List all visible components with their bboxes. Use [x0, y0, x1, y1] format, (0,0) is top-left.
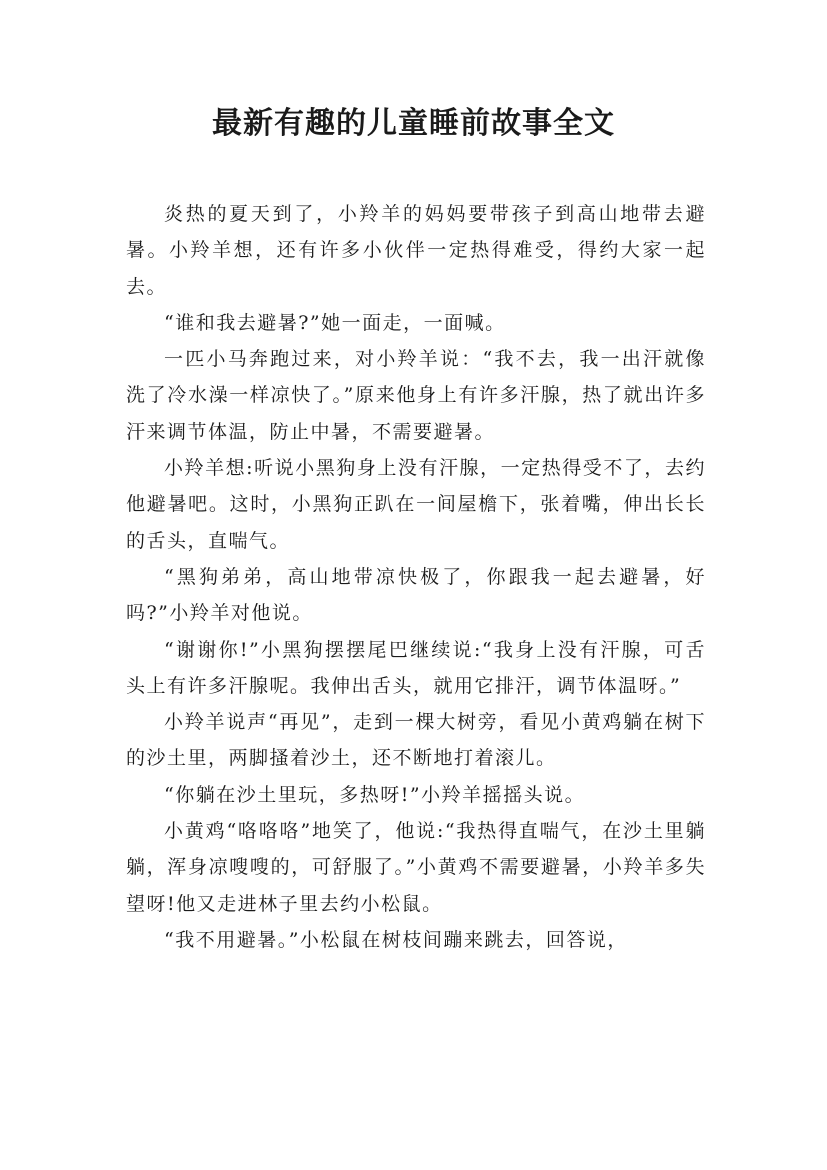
- paragraph: 炎热的夏天到了，小羚羊的妈妈要带孩子到高山地带去避暑。小羚羊想，还有许多小伙伴一定热得难受，得约大家一起去。: [126, 203, 706, 298]
- paragraph: 一匹小马奔跑过来，对小羚羊说：“我不去，我一出汗就像洗了冷水澡一样凉快了。”原来他身上有许多汗腺，热了就出许多汗来调节体温，防止中暑，不需要避暑。: [126, 348, 706, 443]
- paragraph: “我不用避暑。”小松鼠在树枝间蹦来跳去，回答说，: [164, 928, 628, 951]
- paragraph: “谁和我去避暑?”她一面走，一面喊。: [164, 311, 506, 334]
- document-body: [126, 196, 706, 958]
- document-title: 最新有趣的儿童睡前故事全文: [212, 106, 615, 141]
- paragraph: 小黄鸡“咯咯咯”地笑了，他说:“我热得直喘气，在沙土里躺躺，浑身凉嗖嗖的，可舒服了。”小黄鸡不需要避暑，小羚羊多失望呀!他又走进林子里去约小松鼠。: [126, 820, 706, 915]
- paragraph: 小羚羊想:听说小黑狗身上没有汗腺，一定热得受不了，去约他避暑吧。这时，小黑狗正趴在一间屋檐下，张着嘴，伸出长长的舌头，直喘气。: [126, 457, 706, 552]
- paragraph: “谢谢你!”小黑狗摆摆尾巴继续说:“我身上没有汗腺，可舌头上有许多汗腺呢。我伸出舌头，就用它排汗，调节体温呀。”: [126, 638, 706, 697]
- paragraph: “黑狗弟弟，高山地带凉快极了，你跟我一起去避暑，好吗?”小羚羊对他说。: [126, 565, 706, 625]
- paragraph: “你躺在沙土里玩，多热呀!”小羚羊摇摇头说。: [164, 783, 586, 806]
- paragraph: 小羚羊说声“再见”，走到一棵大树旁，看见小黄鸡躺在树下的沙土里，两脚搔着沙土，还不断地打着滚儿。: [126, 711, 706, 770]
